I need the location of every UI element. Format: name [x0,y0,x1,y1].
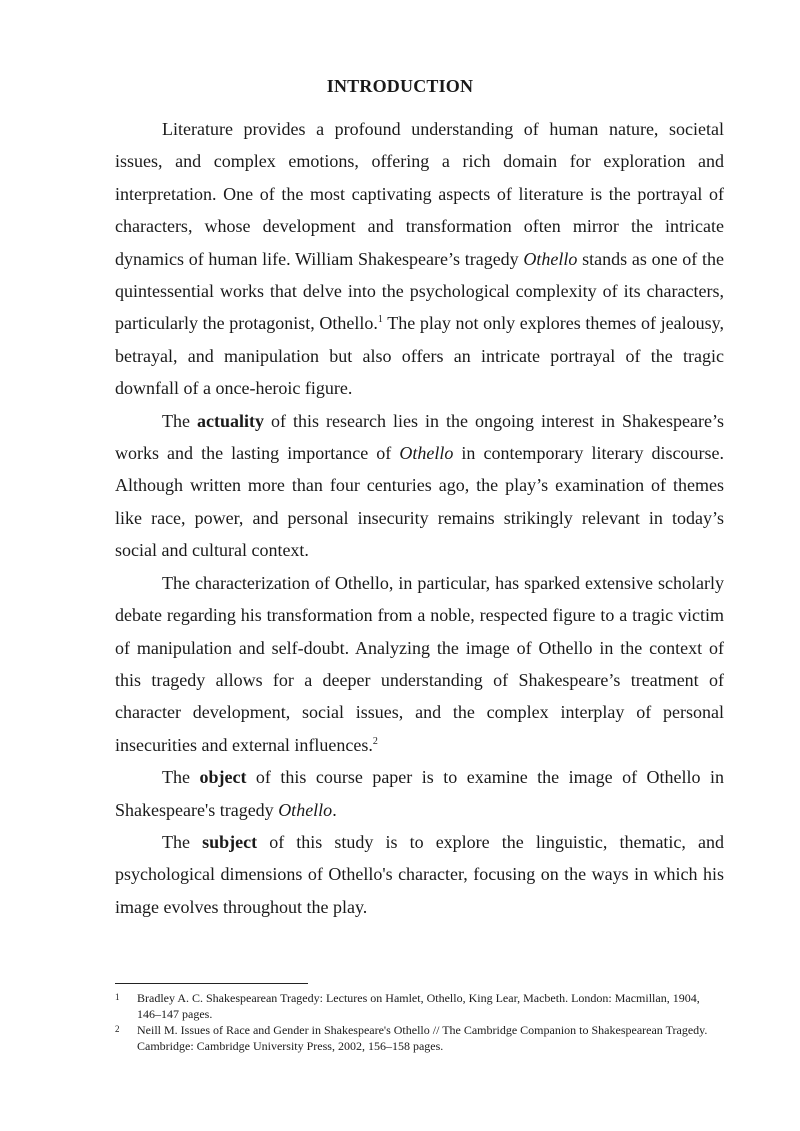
footnotes [115,991,715,1055]
bold-term: subject [202,831,258,852]
paragraph-4 [115,761,724,826]
text-run: The [162,410,197,431]
paragraph-5 [115,826,724,923]
text-run: The characterization of Othello, in particular, has sparked extensive scholarly debate regarding his transformation from a noble, respected figure to a tragic victim of manipulation and self-doubt. Analyzing the image of Othello in the context of this tragedy allows for a deeper understanding of Shakespeare’s treatment of character development, social issues, and the complex interplay of personal insecurities and external influences. [115,572,724,755]
page-title: INTRODUCTION [326,76,474,96]
footnote-number: 2 [115,1024,120,1034]
footnote-text: Bradley A. C. Shakespearean Tragedy: Lectures on Hamlet, Othello, King Lear, Macbeth. London: Macmillan, 1904, 146–147 pages. [137,991,700,1021]
bold-term: actuality [197,410,264,431]
text-run: of this research lies in the ongoing interest in Shakespeare’s works and the lasting importance of [115,410,724,464]
text-run: . [332,799,337,820]
footnote-ref: 2 [372,735,378,747]
body-text [115,113,724,923]
text-run: stands as one of the quintessential works that delve into the psychological complexity of its characters, particularly the protagonist, Othello. [115,248,725,334]
text-run: of this study is to explore the linguistic, thematic, and psychological dimensions of Othello's character, focusing on the ways in which his image evolves throughout the play. [115,831,725,917]
footnote-number: 1 [115,992,120,1002]
footnote-divider [115,983,308,984]
footnote-item [115,991,715,1022]
italic-title: Othello [523,248,578,269]
paragraph-3 [115,567,724,761]
text-run: of this course paper is to examine the image of Othello in Shakespeare's tragedy [115,767,725,820]
text-run: The [162,831,203,852]
footnote-ref: 1 [377,314,383,326]
text-run: The play not only explores themes of jealousy, betrayal, and manipulation but also offers an intricate portrayal of the tragic downfall of a once-heroic figure. [115,313,724,399]
footnote-text: Neill M. Issues of Race and Gender in Shakespeare's Othello // The Cambridge Companion to Shakespearean Tragedy. Cambridge: Cambridge University Press, 2002, 156–158 pages. [137,1023,708,1053]
text-run: in contemporary literary discourse. Although written more than four centuries ago, the play’s examination of themes like race, power, and personal insecurity remains strikingly relevant in today’s social and cultural context. [115,443,724,561]
text-run: Literature provides a profound understanding of human nature, societal issues, and complex emotions, offering a rich domain for exploration and interpretation. One of the most captivating aspects of literature is the portrayal of characters, whose development and transformation often mirror the intricate dynamics of human life. William Shakespeare’s tragedy [115,119,724,269]
footnote-item [115,1023,715,1054]
bold-term: object [199,767,247,788]
italic-title: Othello [278,799,333,820]
paragraph-2 [115,405,724,567]
paragraph-1 [115,113,724,405]
italic-title: Othello [399,443,454,464]
text-run: The [162,767,200,788]
